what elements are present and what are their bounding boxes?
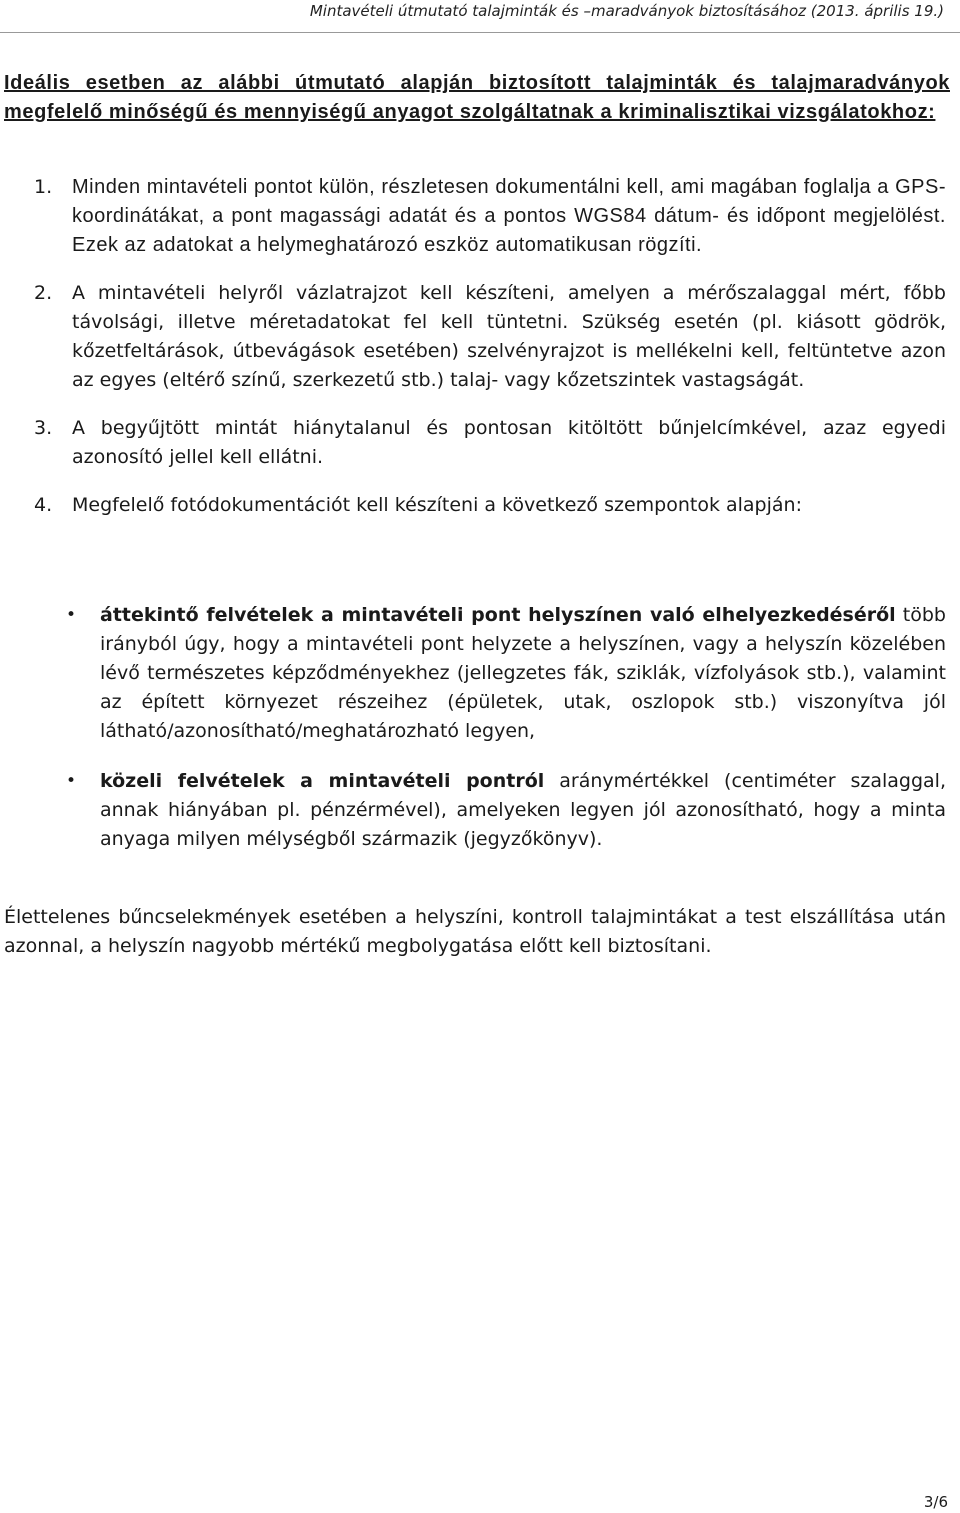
item-text: A mintavételi helyről vázlatrajzot kell készíteni, amelyen a mérőszalaggal mért, főbb távolsági, illetve méretadatokat fel kell tüntetni. Szükség esetén (pl. kiásott gödrök, kőzetfeltárások, útbevágások esetében) szelvényrajzot is mellékelni kell, feltüntetve azon az egyes (eltérő színű, szerkezetű stb.) talaj- vagy kőzetszintek vastagságát. bbox=[72, 282, 946, 391]
item-number: 3. bbox=[34, 417, 53, 439]
list-item bbox=[34, 414, 946, 472]
bullet-emphasis: közeli felvételek a mintavételi pontról bbox=[100, 770, 545, 792]
bullet-body: több irányból úgy, hogy a mintavételi pont helyzete a helyszínen, vagy a helyszín közelében lévő természetes képződményekhez (jellegzetes fák, sziklák, vízfolyások stb.), valamint az épített környezet részeihez (épületek, utak, oszlopok stb.) viszonyítva jól látható/azonosítható/meghatározható legyen, bbox=[100, 604, 946, 742]
list-item bbox=[34, 173, 946, 260]
bullet-text bbox=[100, 601, 946, 746]
bullet-icon: • bbox=[66, 605, 77, 625]
item-number: 1. bbox=[34, 176, 53, 198]
item-number: 4. bbox=[34, 494, 53, 516]
item-text: A begyűjtött mintát hiánytalanul és pontosan kitöltött bűnjelcímkével, azaz egyedi azonosító jellel kell ellátni. bbox=[72, 417, 946, 468]
list-item bbox=[34, 491, 946, 520]
numbered-list bbox=[34, 173, 946, 539]
bullet-list bbox=[66, 601, 946, 875]
item-text: Megfelelő fotódokumentációt kell készíteni a következő szempontok alapján: bbox=[72, 494, 802, 516]
bullet-item bbox=[66, 601, 946, 746]
bullet-icon: • bbox=[66, 771, 77, 791]
bullet-emphasis: áttekintő felvételek a mintavételi pont helyszínen való elhelyezkedéséről bbox=[100, 604, 896, 626]
bullet-body: aránymértékkel (centiméter szalaggal, annak hiányában pl. pénzérmével), amelyeken legyen jól azonosítható, hogy a minta anyaga milyen mélységből származik (jegyzőkönyv). bbox=[100, 770, 946, 850]
intro-heading: Ideális esetben az alábbi útmutató alapján biztosított talajminták és talajmaradványok megfelelő minőségű és mennyiségű anyagot szolgáltatnak a kriminalisztikai vizsgálatokhoz: bbox=[4, 72, 950, 123]
bullet-item bbox=[66, 767, 946, 854]
item-text: Minden mintavételi pontot külön, részletesen dokumentálni kell, ami magában foglalja a GPS-koordinátákat, a pont magassági adatát és a pontos WGS84 dátum- és időpont megjelölést. Ezek az adatokat a helymeghatározó eszköz automatikusan rögzíti. bbox=[72, 176, 946, 256]
item-number: 2. bbox=[34, 282, 53, 304]
running-header: Mintavételi útmutató talajminták és –maradványok biztosításához (2013. április 19.) bbox=[309, 2, 944, 20]
list-item bbox=[34, 279, 946, 395]
page-number: 3/6 bbox=[923, 1493, 948, 1511]
closing-paragraph: Élettelenes bűncselekmények esetében a helyszíni, kontroll talajmintákat a test elszállítása után azonnal, a helyszín nagyobb mértékű megbolygatása előtt kell biztosítani. bbox=[4, 906, 946, 957]
bullet-text bbox=[100, 767, 946, 854]
header-divider bbox=[0, 32, 960, 33]
